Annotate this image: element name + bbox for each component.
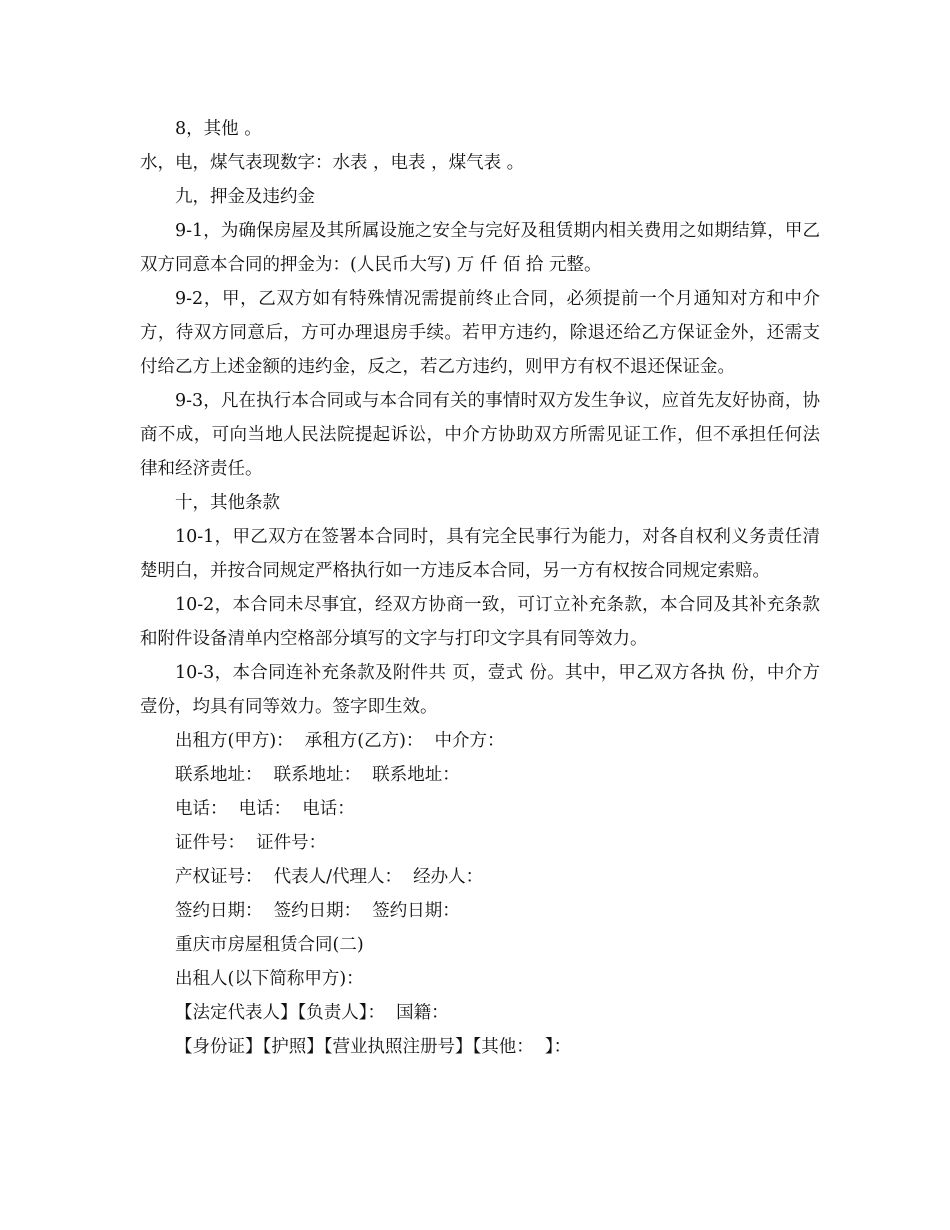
signature-id-line: 证件号： 证件号： <box>175 833 327 853</box>
clause-10-1: 10-1，甲乙双方在签署本合同时，具有完全民事行为能力，对各自权利义务责任清楚明白，并按合同规定严格执行如一方违反本合同，另一方有权按合同规定索赔。 <box>140 527 820 581</box>
id-type-line: 【身份证】【护照】【营业执照注册号】【其他： 】： <box>175 1037 572 1057</box>
section-9-heading: 九，押金及违约金 <box>175 187 315 207</box>
clause-10-2: 10-2，本合同未尽事宜，经双方协商一致，可订立补充条款，本合同及其补充条款和附件设备清单内空格部分填写的文字与打印文字具有同等效力。 <box>140 595 820 649</box>
signature-parties-line: 出租方(甲方)： 承租方(乙方)： 中介方： <box>175 731 505 751</box>
clause-9-3: 9-3，凡在执行本合同或与本合同有关的事情时双方发生争议，应首先友好协商，协商不成，可向当地人民法院提起诉讼，中介方协助双方所需见证工作，但不承担任何法律和经济责任。 <box>140 391 820 479</box>
section-10-heading: 十，其他条款 <box>175 493 280 513</box>
signature-deed-line: 产权证号： 代表人/代理人： 经办人： <box>175 867 484 887</box>
lessor-line: 出租人(以下简称甲方)： <box>175 969 364 989</box>
signature-phone-line: 电话： 电话： 电话： <box>175 799 355 819</box>
clause-10-3: 10-3，本合同连补充条款及附件共 页，壹式 份。其中，甲乙双方各执 份，中介方壹份，均具有同等效力。签字即生效。 <box>140 663 820 717</box>
clause-8-other: 8，其他 。 <box>175 119 262 139</box>
meter-readings: 水，电，煤气表现数字：水表 ，电表 ，煤气表 。 <box>140 153 525 173</box>
signature-address-line: 联系地址： 联系地址： 联系地址： <box>175 765 460 785</box>
clause-9-2: 9-2，甲，乙双方如有特殊情况需提前终止合同，必须提前一个月通知对方和中介方，待双方同意后，方可办理退房手续。若甲方违约，除退还给乙方保证金外，还需支付给乙方上述金额的违约金，反之，若乙方违约，则甲方有权不退还保证金。 <box>140 289 820 377</box>
legal-rep-line: 【法定代表人】【负责人】： 国籍： <box>175 1003 449 1023</box>
document-body <box>140 112 820 1064</box>
signature-date-line: 签约日期： 签约日期： 签约日期： <box>175 901 460 921</box>
contract-2-title: 重庆市房屋租赁合同(二) <box>175 935 364 955</box>
clause-9-1: 9-1，为确保房屋及其所属设施之安全与完好及租赁期内相关费用之如期结算，甲乙双方同意本合同的押金为：(人民币大写) 万 仟 佰 拾 元整。 <box>140 221 820 275</box>
